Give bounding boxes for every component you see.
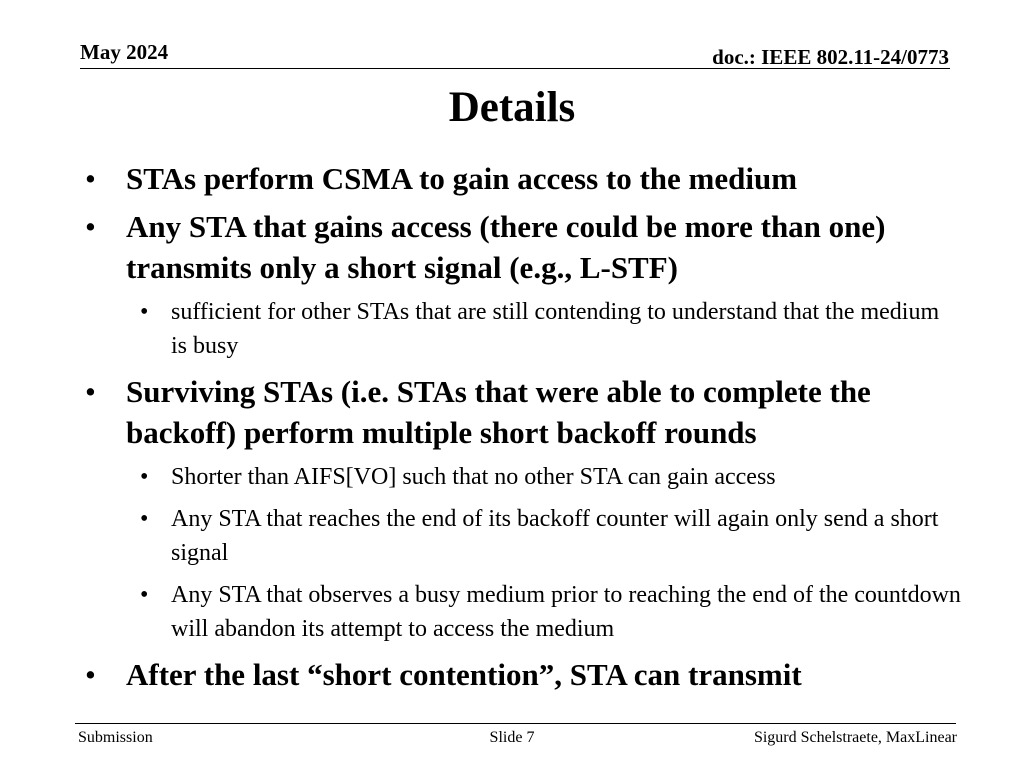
bullet-item [85,654,955,695]
sub-bullet-dot-icon: • [140,582,149,608]
sub-bullet-item [140,295,961,363]
footer-submission: Submission [78,729,153,746]
footer-slide-number: Slide 7 [489,729,535,746]
slide-title: Details [448,84,576,131]
bullet-dot-icon: • [85,161,96,196]
bullet-dot-icon: • [85,657,96,692]
sub-bullet-dot-icon: • [140,464,149,490]
sub-bullet-dot-icon: • [140,299,149,325]
sub-bullet-text: Any STA that observes a busy medium prior to reaching the end of the countdown will abandon its attempt to access the medium [171,582,961,642]
sub-bullet-item [140,460,961,494]
sub-bullet-text: Shorter than AIFS[VO] such that no other STA can gain access [171,464,776,490]
sub-bullet-item [140,502,961,570]
bullet-text: Any STA that gains access (there could be more than one) transmits only a short signal (e.g., L-STF) [126,209,886,285]
bullet-item [85,371,955,453]
sub-bullet-text: sufficient for other STAs that are still contending to understand that the medium is busy [171,299,940,359]
bullet-text: Surviving STAs (i.e. STAs that were able to complete the backoff) perform multiple short backoff rounds [126,374,871,450]
sub-bullet-dot-icon: • [140,506,149,532]
bullet-text: After the last “short contention”, STA can transmit [126,657,802,692]
header-divider [80,68,950,69]
bullet-dot-icon: • [85,374,96,409]
bullet-item [85,206,955,288]
sub-bullet-item [140,578,961,646]
sub-bullet-text: Any STA that reaches the end of its backoff counter will again only send a short signal [171,506,939,566]
slide-header-doc-id: doc.: IEEE 802.11-24/0773 [712,45,949,69]
bullet-text: STAs perform CSMA to gain access to the medium [126,161,798,196]
bullet-dot-icon: • [85,209,96,244]
footer-author: Sigurd Schelstraete, MaxLinear [753,729,957,746]
footer-divider [75,723,956,724]
slide-content [85,158,961,702]
slide-header-date: May 2024 [80,40,169,64]
bullet-item [85,158,955,199]
